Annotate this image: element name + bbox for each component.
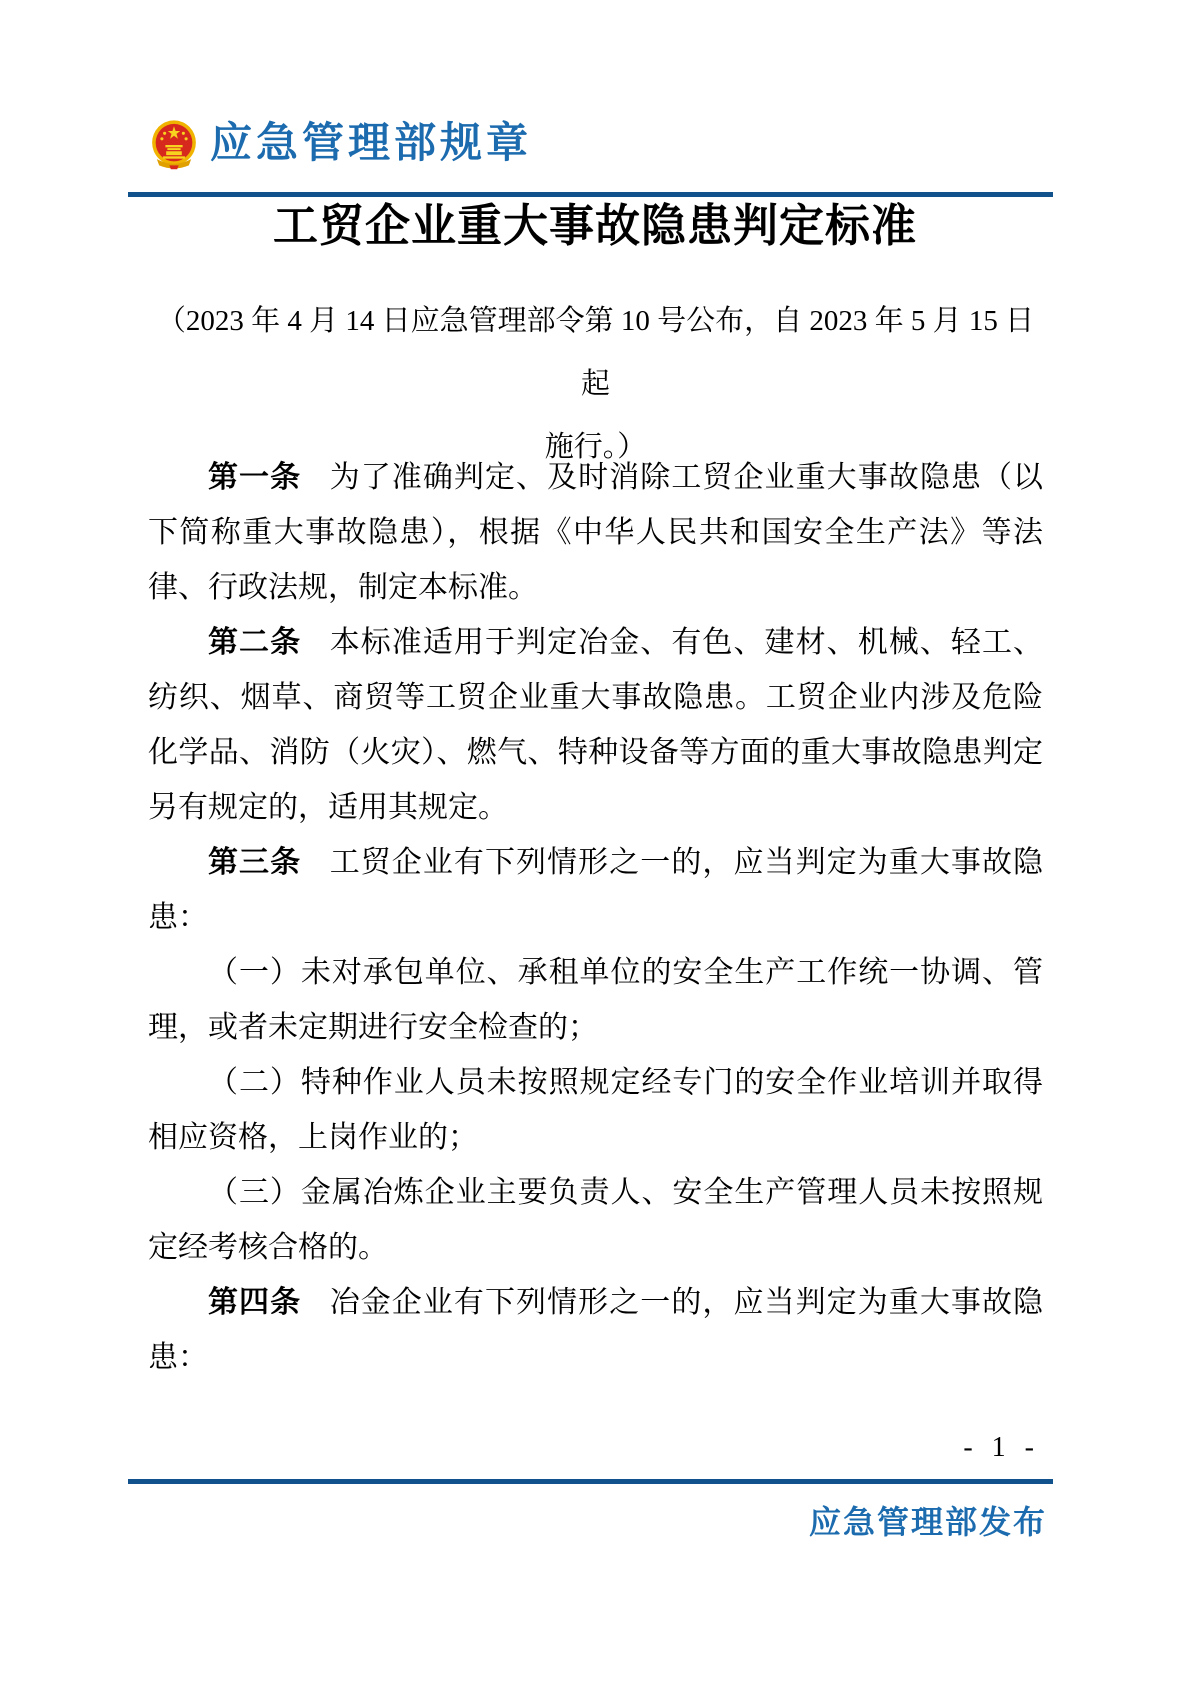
- article-3-paragraph: [148, 835, 1043, 945]
- bottom-divider-rule: [128, 1479, 1053, 1484]
- agency-rule-label: 应急管理部规章: [210, 121, 533, 167]
- article-2-number: 第二条: [208, 626, 302, 659]
- article-1-text: 为了准确判定、及时消除工贸企业重大事故隐患（以下简称重大事故隐患），根据《中华人民共和国安全生产法》等法律、行政法规，制定本标准。: [148, 461, 1044, 604]
- document-title: 工贸企业重大事故隐患判定标准: [272, 201, 917, 251]
- article-3-item-3: [148, 1165, 1043, 1275]
- article-3-item-1-text: （一）未对承包单位、承租单位的安全生产工作统一协调、管理，或者未定期进行安全检查的；: [148, 956, 1043, 1044]
- article-4-number: 第四条: [208, 1286, 302, 1319]
- article-4-text: 冶金企业有下列情形之一的，应当判定为重大事故隐患：: [148, 1286, 1044, 1374]
- publisher-label: 应急管理部发布: [808, 1504, 1047, 1540]
- article-4-paragraph: [148, 1275, 1043, 1385]
- article-3-item-2: [148, 1055, 1043, 1165]
- promulgation-line-1: （2023 年 4 月 14 日应急管理部令第 10 号公布，自 2023 年 5 月 15 日起: [156, 305, 1035, 400]
- article-3-item-2-text: （二）特种作业人员未按照规定经专门的安全作业培训并取得相应资格，上岗作业的；: [148, 1066, 1043, 1154]
- article-3-text: 工贸企业有下列情形之一的，应当判定为重大事故隐患：: [148, 846, 1044, 934]
- article-2-paragraph: [148, 615, 1043, 835]
- document-body: [148, 450, 1043, 1385]
- page-number: - 1 -: [963, 1432, 1040, 1463]
- article-1-number: 第一条: [208, 461, 302, 494]
- article-3-item-3-text: （三）金属冶炼企业主要负责人、安全生产管理人员未按照规定经考核合格的。: [148, 1176, 1043, 1264]
- article-3-number: 第三条: [208, 846, 302, 879]
- document-header: [148, 118, 1073, 174]
- article-2-text: 本标准适用于判定冶金、有色、建材、机械、轻工、纺织、烟草、商贸等工贸企业重大事故隐患。工贸企业内涉及危险化学品、消防（火灾）、燃气、特种设备等方面的重大事故隐患判定另有规定的，适用其规定。: [148, 626, 1044, 824]
- article-3-item-1: [148, 945, 1043, 1055]
- top-divider-rule: [128, 192, 1053, 197]
- article-1-paragraph: [148, 450, 1043, 615]
- promulgation-line-2: 施行。）: [544, 431, 647, 463]
- national-emblem-icon: [150, 120, 198, 170]
